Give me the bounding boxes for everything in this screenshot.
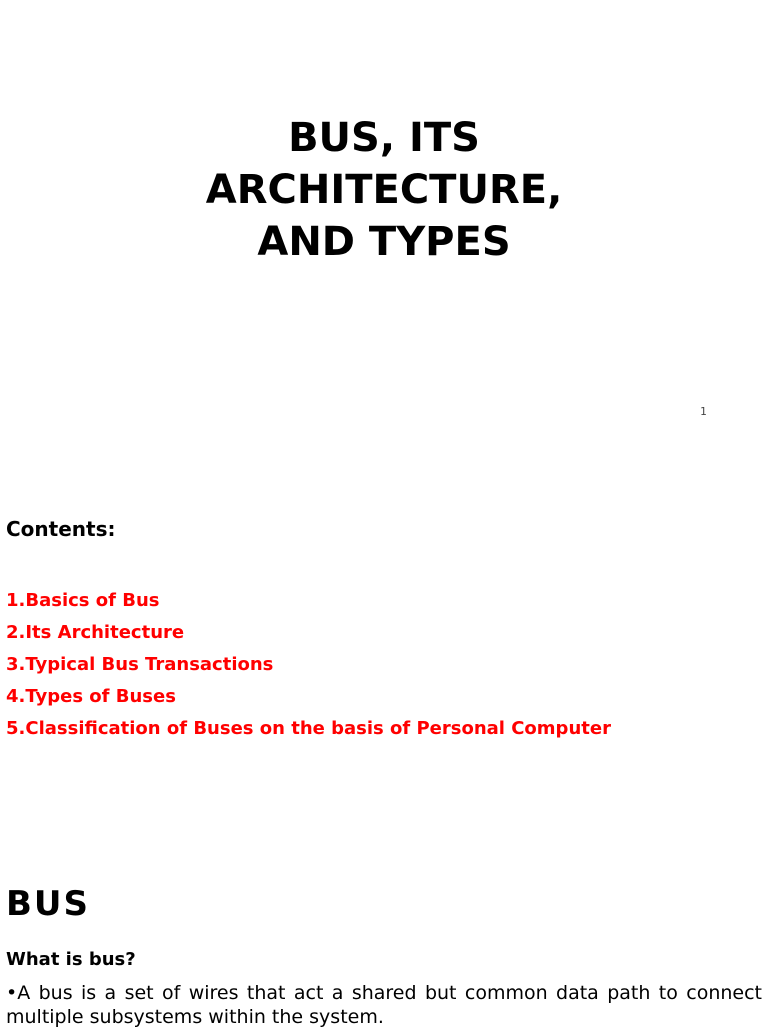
section-heading: BUS bbox=[6, 884, 91, 924]
contents-heading: Contents: bbox=[6, 517, 116, 541]
contents-item: 2.Its Architecture bbox=[6, 622, 185, 643]
title-line: BUS, ITS bbox=[288, 115, 480, 161]
document-title bbox=[0, 112, 768, 268]
contents-item: 1.Basics of Bus bbox=[6, 590, 160, 611]
title-line: ARCHITECTURE, bbox=[205, 167, 563, 213]
page-number: 1 bbox=[700, 405, 707, 418]
contents-list bbox=[6, 587, 611, 747]
contents-item: 5.Classification of Buses on the basis of Personal Computer bbox=[6, 718, 611, 739]
contents-item: 4.Types of Buses bbox=[6, 686, 176, 707]
title-line: AND TYPES bbox=[257, 219, 511, 265]
body-paragraph: •A bus is a set of wires that act a shared but common data path to connect multiple subsystems within the system. bbox=[6, 982, 762, 1028]
section-subheading: What is bus? bbox=[6, 949, 136, 970]
contents-item: 3.Typical Bus Transactions bbox=[6, 654, 274, 675]
